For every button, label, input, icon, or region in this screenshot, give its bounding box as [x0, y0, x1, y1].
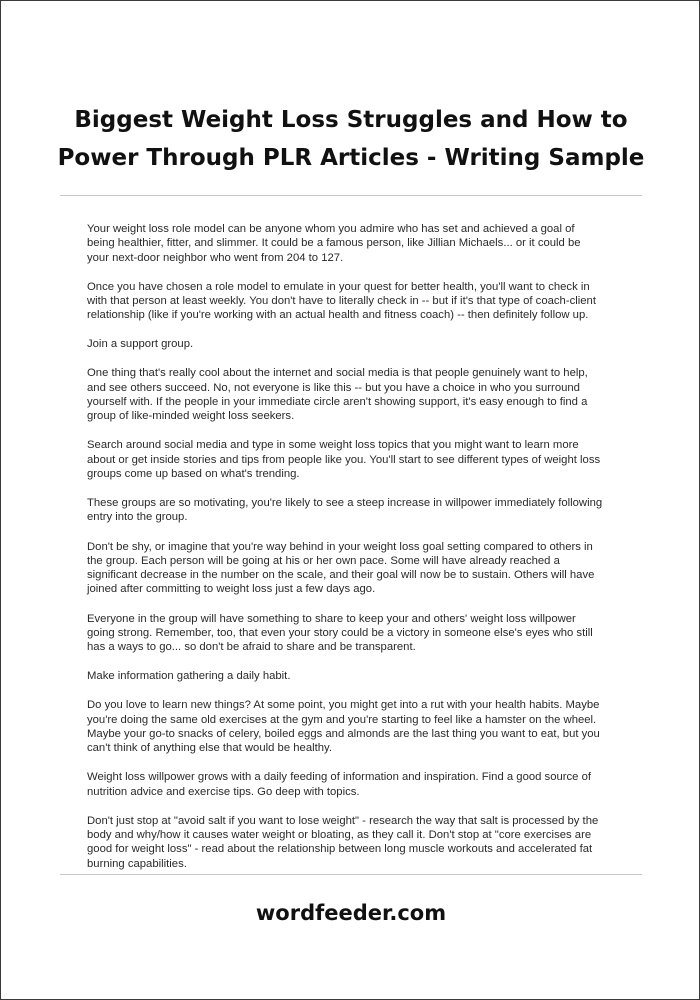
subheading-paragraph: Make information gathering a daily habit.	[87, 670, 291, 683]
paragraph: Everyone in the group will have something to share to keep your and others' weight loss willpower going strong. Remember, too, that even your story could be a victory in someone else's eyes who still has a ways to go... so don't be afraid to share and be transparent.	[87, 612, 593, 654]
title-line-2: Power Through PLR Articles - Writing Sample	[57, 145, 645, 171]
paragraph: Do you love to learn new things? At some point, you might get into a rut with your health habits. Maybe you're doing the same old exercises at the gym and you're starting to feel like a hamster on the wheel. Maybe your go-to snacks of celery, boiled eggs and almonds are the last thing you want to eat, but you can't think of anything else that would be healthy.	[87, 699, 600, 755]
paragraph: Search around social media and type in some weight loss topics that you might want to learn more about or get inside stories and tips from people like you. You'll start to see different types of weight loss groups come up based on what's trending.	[87, 439, 601, 481]
paragraph: These groups are so motivating, you're likely to see a steep increase in willpower immediately following entry into the group.	[87, 497, 603, 524]
top-divider	[60, 195, 642, 196]
title-line-1: Biggest Weight Loss Struggles and How to	[74, 107, 628, 133]
paragraph: Don't just stop at "avoid salt if you want to lose weight" - research the way that salt is processed by the body and why/how it causes water weight or bloating, as they call it. Don't stop at "core exercises are good for weight loss" - read about the relationship between long muscle workouts and accelerated fat burning capabilities.	[87, 814, 599, 870]
paragraph: Once you have chosen a role model to emulate in your quest for better health, you'll want to check in with that person at least weekly. You don't have to literally check in -- but if it's that type of coach-client relationship (like if you're working with an actual health and fitness coach) -- then definitely follow up.	[87, 280, 596, 322]
subheading-paragraph: Join a support group.	[87, 338, 194, 351]
article-body	[87, 222, 603, 886]
paragraph: Your weight loss role model can be anyone whom you admire who has set and achieved a goal of being healthier, fitter, and slimmer. It could be a famous person, like Jillian Michaels... or it could be your next-door neighbor who went from 204 to 127.	[87, 223, 581, 264]
bottom-divider	[60, 874, 642, 875]
paragraph: Weight loss willpower grows with a daily feeding of information and inspiration. Find a good source of nutrition advice and exercise tips. Go deep with topics.	[87, 771, 592, 798]
paragraph: Don't be shy, or imagine that you're way behind in your weight loss goal setting compared to others in the group. Each person will be going at his or her own pace. Some will have already reached a significant decrease in the number on the scale, and their goal will now be to sustain. Others will have joined after committing to weight loss just a few days ago.	[87, 540, 595, 596]
page-title	[41, 101, 661, 177]
site-footer: wordfeeder.com	[255, 901, 447, 925]
paragraph: One thing that's really cool about the internet and social media is that people genuinely want to help, and see others succeed. No, not everyone is like this -- but you have a choice in who you surround yourself with. If the people in your immediate circle aren't showing support, it's easy enough to find a group of like-minded weight loss seekers.	[87, 367, 588, 423]
